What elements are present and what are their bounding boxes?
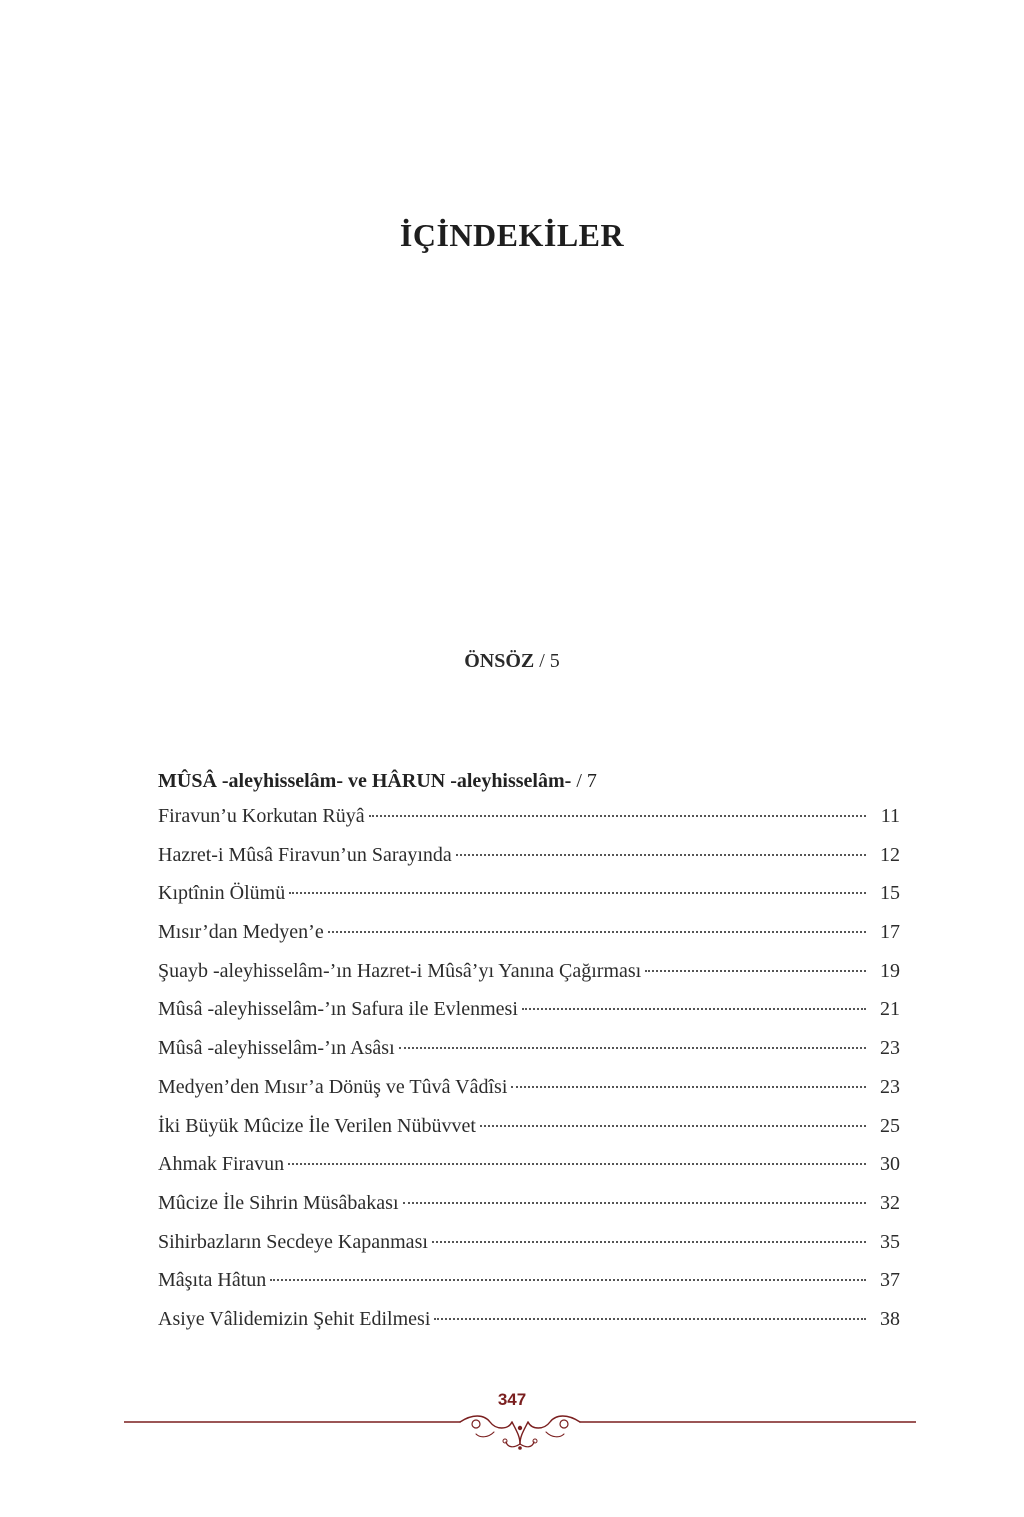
toc-entry-page: 35	[880, 1230, 900, 1253]
toc-entry-title: Şuayb -aleyhisselâm-’ın Hazret-i Mûsâ’yı Yanına Çağırması	[158, 959, 642, 982]
section-honorific-a: -aleyhisselâm-	[216, 770, 343, 792]
toc-entry	[158, 844, 900, 883]
preface-separator: /	[534, 650, 550, 672]
toc-entry	[158, 882, 900, 921]
toc-entry	[158, 1231, 900, 1270]
dot-leader	[522, 1008, 866, 1010]
toc-entry	[158, 1115, 900, 1154]
section-name-b: HÂRUN	[371, 770, 446, 792]
toc-entry-page: 17	[880, 921, 900, 944]
toc-entry-page: 23	[880, 1037, 900, 1060]
dot-leader	[399, 1047, 866, 1049]
toc-entry-page: 23	[880, 1075, 900, 1098]
section-separator: /	[571, 770, 587, 792]
section-honorific-b: -aleyhisselâm-	[445, 770, 572, 792]
dot-leader	[289, 892, 866, 894]
toc-entry-page: 15	[880, 882, 900, 905]
toc-entry-page: 12	[880, 843, 900, 866]
toc-entry	[158, 921, 900, 960]
preface-label: ÖNSÖZ	[464, 650, 535, 672]
section-name-a: MÛSÂ	[158, 770, 217, 792]
dot-leader	[432, 1241, 866, 1243]
toc-entry-page: 25	[880, 1114, 900, 1137]
section-heading	[158, 770, 597, 793]
toc-entry	[158, 998, 900, 1037]
section-connector: ve	[342, 770, 372, 792]
toc-entry	[158, 1269, 900, 1308]
toc-entry-title: Mûcize İle Sihrin Müsâbakası	[158, 1191, 399, 1214]
toc-entry-page: 11	[880, 805, 900, 827]
toc-entry-title: İki Büyük Mûcize İle Verilen Nübüvvet	[158, 1114, 476, 1137]
toc-entry-page: 37	[880, 1269, 900, 1292]
toc-entry-title: Asiye Vâlidemizin Şehit Edilmesi	[158, 1307, 431, 1330]
ornamental-divider	[124, 1408, 916, 1454]
preface-page: 5	[549, 650, 560, 672]
toc-entry-title: Mısır’dan Medyen’e	[158, 921, 324, 944]
toc-entry	[158, 1192, 900, 1231]
toc-entry-page: 21	[880, 998, 900, 1021]
toc-entry-page: 30	[880, 1153, 900, 1176]
dot-leader	[288, 1163, 866, 1165]
dot-leader	[456, 854, 866, 856]
toc-entry-title: Mûsâ -aleyhisselâm-’ın Safura ile Evlenmesi	[158, 998, 518, 1021]
preface-entry	[0, 650, 1024, 673]
section-page: 7	[586, 770, 597, 792]
toc-entry-page: 19	[880, 959, 900, 982]
dot-leader	[645, 970, 866, 972]
dot-leader	[511, 1086, 866, 1088]
toc-entry-title: Kıptînin Ölümü	[158, 882, 286, 905]
toc-entry-title: Hazret-i Mûsâ Firavun’un Sarayında	[158, 843, 452, 866]
toc-entry-title: Mûsâ -aleyhisselâm-’ın Asâsı	[158, 1037, 395, 1060]
toc-entry	[158, 1076, 900, 1115]
toc-entry-page: 38	[880, 1307, 900, 1330]
page-title: İÇİNDEKİLER	[399, 217, 625, 254]
table-of-contents	[158, 805, 900, 1347]
toc-entry-title: Medyen’den Mısır’a Dönüş ve Tûvâ Vâdîsi	[158, 1075, 508, 1098]
toc-entry-title: Firavun’u Korkutan Rüyâ	[158, 805, 365, 827]
toc-entry-title: Mâşıta Hâtun	[158, 1269, 267, 1292]
toc-entry	[158, 1308, 900, 1347]
dot-leader	[480, 1125, 866, 1127]
dot-leader	[270, 1279, 866, 1281]
toc-entry	[158, 1153, 900, 1192]
page-number: 347	[497, 1390, 527, 1409]
toc-entry	[158, 805, 900, 844]
toc-entry-page: 32	[880, 1191, 900, 1214]
dot-leader	[369, 815, 866, 817]
toc-entry-title: Sihirbazların Secdeye Kapanması	[158, 1230, 428, 1253]
toc-entry	[158, 960, 900, 999]
dot-leader	[403, 1202, 867, 1204]
toc-entry-title: Ahmak Firavun	[158, 1153, 285, 1176]
toc-entry	[158, 1037, 900, 1076]
dot-leader	[328, 931, 866, 933]
dot-leader	[434, 1318, 866, 1320]
